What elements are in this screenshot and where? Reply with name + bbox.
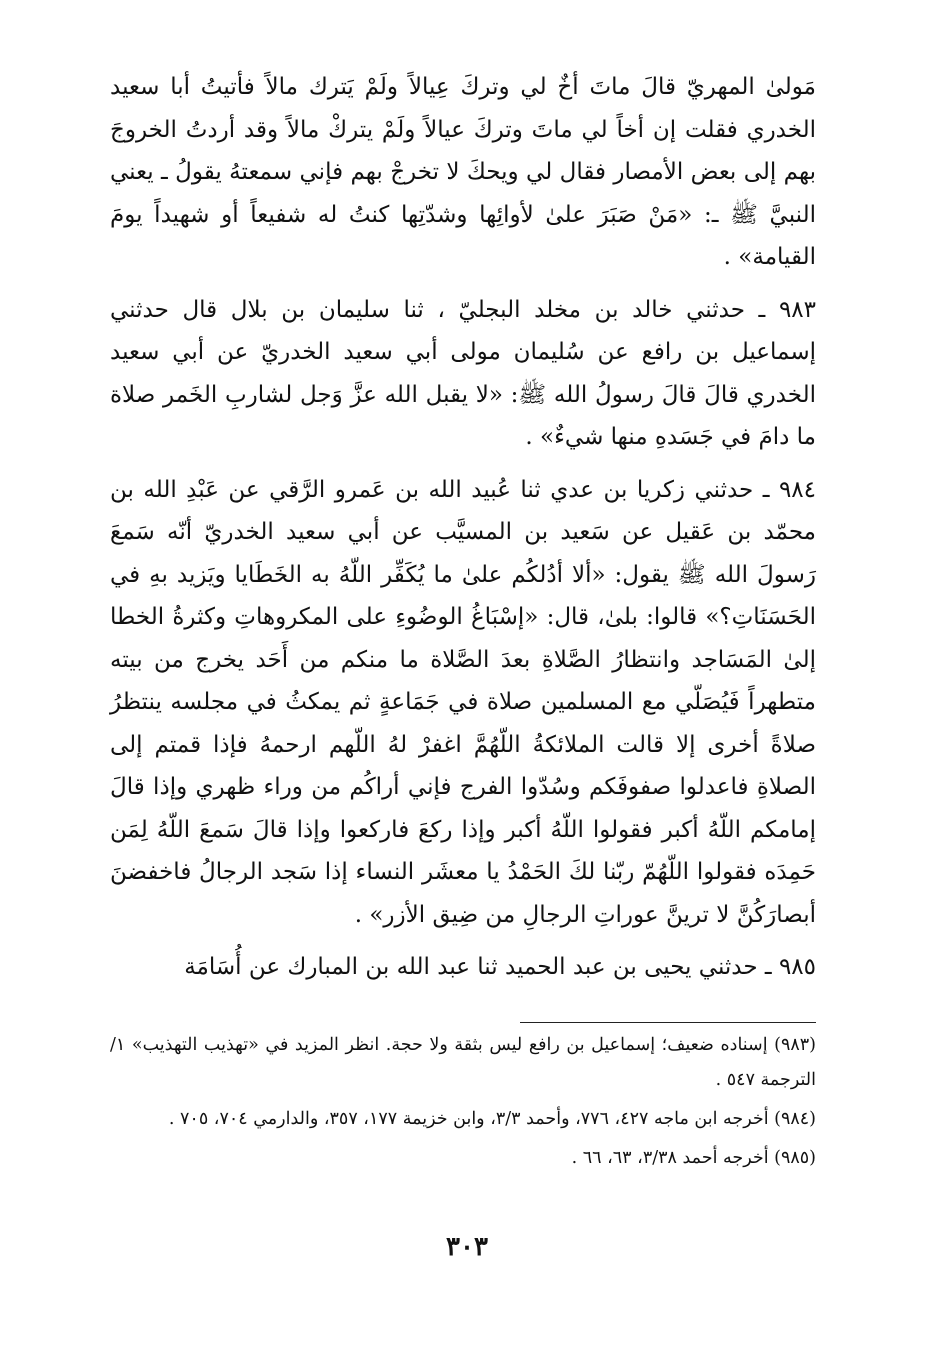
page-number: ٣٠٣ — [446, 1232, 488, 1262]
footnote-985: (٩٨٥) أخرجه أحمد ٣/٣٨، ٦٣، ٦٦ . — [571, 1148, 816, 1168]
main-text — [110, 66, 816, 999]
paragraph-continuation: مَولىٰ المهريّ قالَ ماتَ أخٌ لي وتركَ عِيالاً ولَمْ يَترك مالاً فأتيتُ أبا سعيد الخدري فقلت إن أخاً لي ماتَ وتركَ عيالاً ولَمْ يتركْ مالاً وقد أردتُ الخروجَ بهم إلى بعض الأمصار فقال لي ويحكَ لا تخرجْ بهم فإني سمعتهُ يقولُ ـ يعني النبيَّ ﷺ ـ: «مَنْ صَبَرَ علىٰ لأوائِها وشدّتِها كنتُ له شفيعاً أو شهيداً يومَ القيامة» . — [110, 74, 816, 270]
hadith-983: ٩٨٣ ـ حدثني خالد بن مخلد البجليّ ، ثنا سليمان بن بلال قال حدثني إسماعيل بن رافع عن سُليمان مولى أبي سعيد الخدريّ عن أبي سعيد الخدري قالَ قالَ رسولُ الله ﷺ: «لا يقبل الله عزَّ وَجل لشاربِ الخَمر صلاة ما دامَ في جَسَدهِ منها شيءٌ» . — [110, 296, 816, 450]
footnotes — [110, 1028, 816, 1180]
footnote-983: (٩٨٣) إسناده ضعيف؛ إسماعيل بن رافع ليس بثقة ولا حجة. انظر المزيد في «تهذيب التهذيب» ١/ الترجمة ٥٤٧ . — [110, 1035, 816, 1090]
hadith-984: ٩٨٤ ـ حدثني زكريا بن عدي ثنا عُبيد الله بن عَمرو الرَّقي عن عَبْدِ الله بن محمّد بن عَقيل عن سَعيد بن المسيَّب عن أبي سعيد الخدريّ أنّه سَمعَ رَسولَ الله ﷺ يقول: «ألا أدُلكُم علىٰ ما يُكَفِّر اللّهُ به الخَطَايا ويَزيد بهِ في الحَسَنَاتِ؟» قالوا: بلىٰ، قال: «إسْبَاغُ الوضُوءِ على المكروهاتِ وكثرةُ الخطا إلىٰ المَسَاجد وانتظارُ الصَّلاةِ بعدَ الصَّلاة ما منكم من أَحَد يخرج من بيته متطهراً فَيُصَلّي مع المسلمين صلاة في جَمَاعةٍ ثم يمكثُ في مجلسه ينتظرُ صلاةً أخرى إلا قالت الملائكةُ اللّهُمَّ اغفرْ لهُ اللّهم ارحمهُ فإذا قمتم إلى الصلاةِ فاعدلوا صفوفَكم وسُدّوا الفرج فإني أراكُم من وراء ظهري وإذا قالَ إمامكم اللّهُ أكبر فقولوا اللّهُ أكبر وإذا ركعَ فاركعوا وإذا قالَ سَمعَ اللّهُ لِمَن حَمِدَه فقولوا اللّهُمّ ربّنا لكَ الحَمْدُ يا معشَر النساء إذا سَجد الرجالُ فاخفضنَ أبصارَكُنَّ لا ترينَّ عوراتِ الرجالِ من ضِيق الأزر» . — [110, 476, 816, 928]
footnote-984: (٩٨٤) أخرجه ابن ماجه ٤٢٧، ٧٧٦، وأحمد ٣/٣، وابن خزيمة ١٧٧، ٣٥٧، والدارمي ٧٠٤، ٧٠٥ . — [168, 1109, 816, 1129]
hadith-985: ٩٨٥ ـ حدثني يحيى بن عبد الحميد ثنا عبد الله بن المبارك عن أُسَامَة — [184, 954, 816, 980]
footnote-divider — [520, 1022, 816, 1023]
